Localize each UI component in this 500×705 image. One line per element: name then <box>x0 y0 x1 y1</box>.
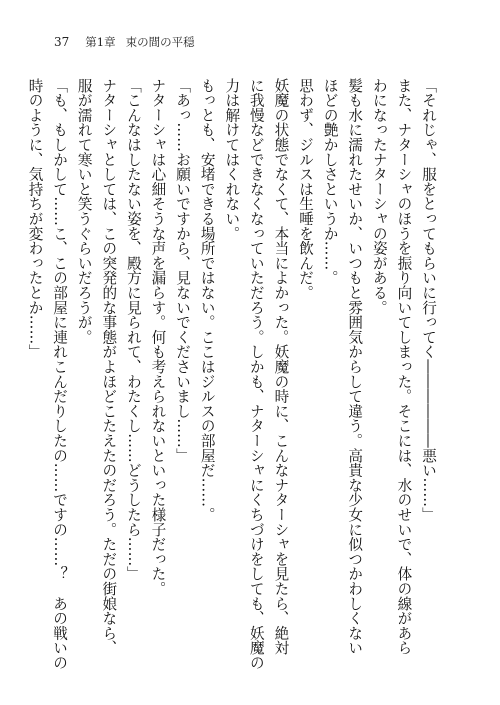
chapter-title: 束の間の平穏 <box>125 35 195 49</box>
text-line: 時のように、気持ちが変わったとか……」 <box>26 78 44 360</box>
chapter-number: 第1章 <box>85 35 116 49</box>
text-line: 思わず、ジルスは生唾を飲んだ。 <box>297 78 315 300</box>
text-line: 「あっ……お願いですから、見ないでくださいまし……」 <box>174 78 192 463</box>
text-line: 「こんなはしたない姿を、殿方に見られて、わたくし……どうしたら……」 <box>124 78 142 582</box>
body-text <box>26 78 440 674</box>
text-line: 髪も水に濡れたせいか、いつもと雰囲気からして違う。高貴な少女に似つかわしくない <box>346 78 364 656</box>
text-line: また、ナターシャのほうを振り向いてしまった。そこには、水のせいで、体の線があら <box>395 78 413 656</box>
running-header <box>54 34 195 50</box>
text-line: もっとも、安堵できる場所ではない。ここはジルスの部屋だ……。 <box>198 78 216 522</box>
text-line: ナターシャとしては、この突発的な事態がよほどこたえたのだろう。ただの街娘なら、 <box>100 78 118 656</box>
text-line: 「それじゃ、服をとってもらいに行ってく――――――悪い……」 <box>420 78 437 522</box>
text-line: わになったナターシャの姿がある。 <box>370 78 388 315</box>
page-number: 37 <box>54 35 70 49</box>
text-line: ほどの艶かしさというか……。 <box>321 78 339 286</box>
text-line: ナターシャは心細そうな声を漏らす。何も考えられないといった様子だった。 <box>149 78 167 596</box>
text-line: 服が濡れて寒いと笑うぐらいだろうが。 <box>75 78 93 345</box>
text-line: に我慢などできなくなっていただろう。しかも、ナターシャにくちづけをしても、妖魔の <box>247 78 265 670</box>
text-line: 妖魔の状態でなくて、本当によかった。妖魔の時に、こんなナターシャを見たら、絶対 <box>272 78 290 656</box>
text-line: 「も、もしかして……こ、この部屋に連れこんだりしたの……ですの……？ あの戦いの <box>51 78 69 670</box>
text-line: 力は解けてはくれない。 <box>223 78 241 241</box>
